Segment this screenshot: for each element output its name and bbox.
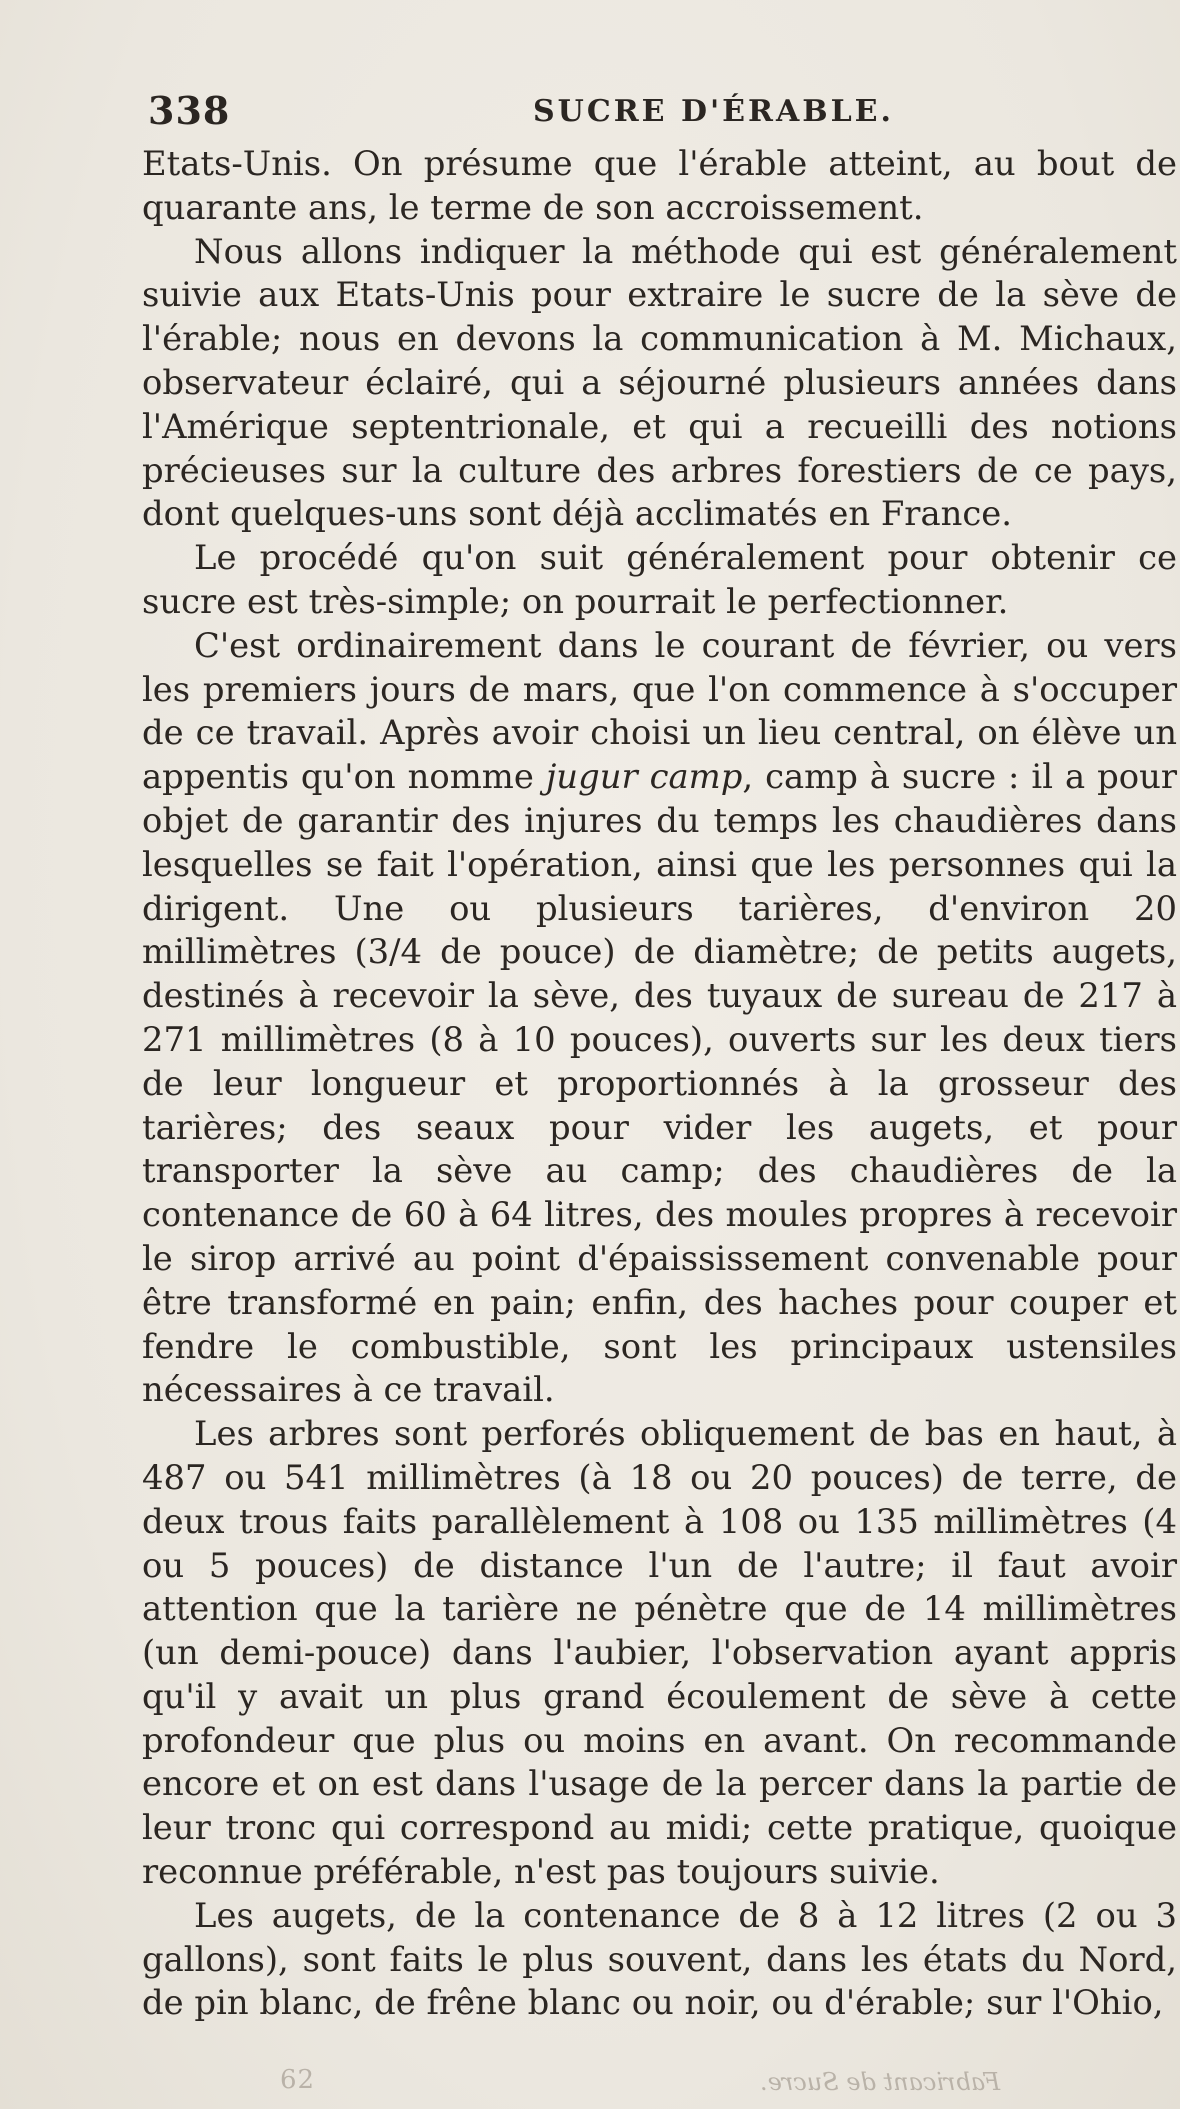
paragraph-4 <box>142 624 1177 1412</box>
page-number: 338 <box>148 88 231 133</box>
paragraph-6: Les augets, de la contenance de 8 à 12 litres (2 ou 3 gallons), sont faits le plus souvent, dans les états du Nord, de pin blanc, de frêne blanc ou noir, ou d'érable; sur l'Ohio, <box>142 1895 1177 2023</box>
bleed-through-right: Fabricant de Sucre. <box>760 2068 1001 2096</box>
paragraph-2: Nous allons indiquer la méthode qui est généralement suivie aux Etats-Unis pour extraire le sucre de la sève de l'érable; nous en devons la communication à M. Michaux, observateur éclairé, qui a séjourné plusieurs années dans l'Amérique septentrionale, et qui a recueilli des notions précieuses sur la culture des arbres forestiers de ce pays, dont quelques-uns sont déjà acclimatés en France. <box>142 231 1177 534</box>
paragraph-5: Les arbres sont perforés obliquement de bas en haut, à 487 ou 541 millimètres (à 18 ou 20 pouces) de terre, de deux trous faits parallèlement à 108 ou 135 millimètres (4 ou 5 pouces) de distance l'un de l'autre; il faut avoir attention que la tarière ne pénètre que de 14 millimètres (un demi-pouce) dans l'aubier, l'observation ayant appris qu'il y avait un plus grand écoulement de sève à cette profondeur que plus ou moins en avant. On recommande encore et on est dans l'usage de la percer dans la partie de leur tronc qui correspond au midi; cette pratique, quoique reconnue préférable, n'est pas toujours suivie. <box>142 1414 1177 1892</box>
body-text <box>142 142 1177 2025</box>
paragraph-4-italic-term: jugur camp <box>545 757 743 797</box>
running-title: SUCRE D'ÉRABLE. <box>533 94 894 129</box>
page-header <box>148 88 1158 133</box>
paragraph-4-part-b: , camp à sucre : il a pour objet de garantir des injures du temps les chaudières dans lesquelles se fait l'opération, ainsi que les personnes qui la dirigent. Une ou plusieurs tarières, d'environ 20 millimètres (3/4 de pouce) de diamètre; de petits augets, destinés à recevoir la sève, des tuyaux de sureau de 217 à 271 millimètres (8 à 10 pouces), ouverts sur les deux tiers de leur longueur et proportionnés à la grosseur des tarières; des seaux pour vider les augets, et pour transporter la sève au camp; des chaudières de la contenance de 60 à 64 litres, des moules propres à recevoir le sirop arrivé au point d'épaississement convenable pour être transformé en pain; enfin, des haches pour couper et fendre le combustible, sont les principaux ustensiles nécessaires à ce travail. <box>142 757 1177 1410</box>
paragraph-4-part-a: C'est ordinairement dans le courant de février, ou vers les premiers jours de mars, que l'on commence à s'occuper de ce travail. Après avoir choisi un lieu central, on élève un appentis qu'on nomme <box>142 625 1177 797</box>
paragraph-3: Le procédé qu'on suit généralement pour obtenir ce sucre est très-simple; on pourrait le perfectionner. <box>142 538 1177 621</box>
paragraph-1: Etats-Unis. On présume que l'érable atteint, au bout de quarante ans, le terme de son accroissement. <box>142 144 1177 227</box>
bleed-through-left: 62 <box>280 2065 316 2095</box>
